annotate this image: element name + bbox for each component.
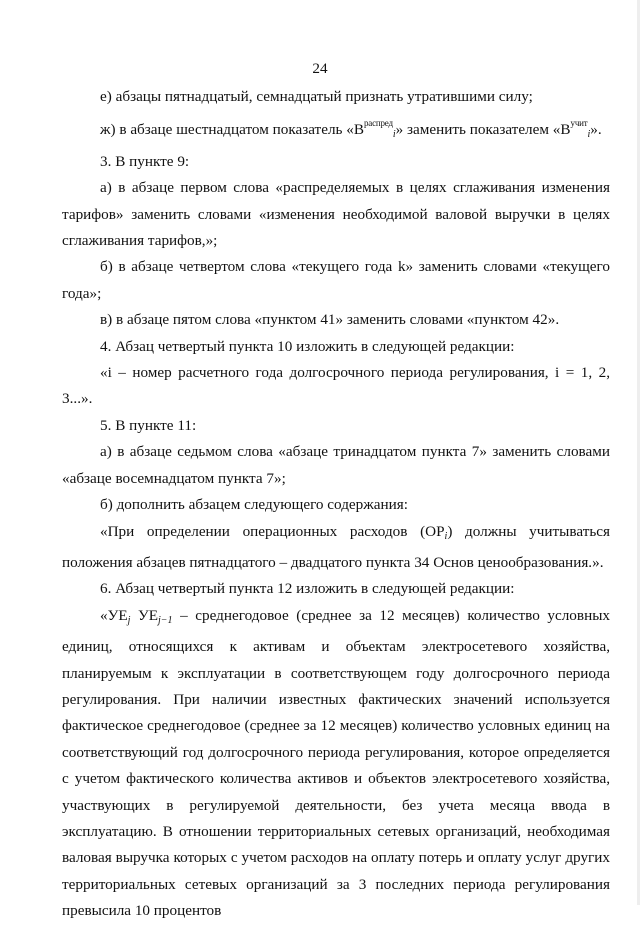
- superscript-raspred: распред: [363, 118, 393, 129]
- paragraph-4: 4. Абзац четвертый пункта 10 изложить в следующей редакции:: [100, 337, 515, 355]
- paragraph-5b-quote: [62, 519, 610, 577]
- document-body: [62, 84, 610, 925]
- subscript-i: i: [392, 129, 396, 141]
- subscript-j-minus-1: j−1: [158, 614, 173, 626]
- paragraph-5b: б) дополнить абзацем следующего содержания:: [100, 496, 408, 514]
- paragraph-6-quote-mid: УЕ: [130, 606, 159, 624]
- subscript-i: i: [587, 129, 591, 141]
- paragraph-3a: а) в абзаце первом слова «распределяемых в целях сглаживания изменения тарифов» заменить словами «изменения необходимой валовой выручки в целях сглаживания тарифов,»;: [62, 179, 610, 250]
- paragraph-zh: [62, 110, 610, 148]
- paragraph-zh-mid: » заменить показателем «В: [395, 121, 571, 139]
- superscript-uchit: учит: [570, 118, 588, 129]
- paragraph-6-quote-pre: «УЕ: [100, 606, 128, 624]
- paragraph-zh-pre: ж) в абзаце шестнадцатом показатель «В: [100, 121, 364, 139]
- paragraph-5b-quote-post: ) должны учитываться положения абзацев пятнадцатого – двадцатого пункта 34 Основ ценообразования.».: [62, 522, 610, 571]
- paragraph-6-quote: [62, 603, 610, 925]
- subscript-j: j: [127, 614, 131, 626]
- paragraph-6-quote-post: – среднегодовое (среднее за 12 месяцев) количество условных единиц, относящихся к активам и объектам электросетевого хозяйства, планируемым к эксплуатации в соответствующем году долгосрочного периода регулирования. При наличии известных фактических значений используется фактическое среднегодовое (среднее за 12 месяцев) количество условных единиц на соответствующий год долгосрочного периода регулирования, которое определяется с учетом фактического количества активов и объектов электросетевого хозяйства, участвующих в регулируемой деятельности, без учета месяца ввода в эксплуатацию. В отношении территориальных сетевых организаций, необходимая валовая выручка которых с учетом расходов на оплату потерь и оплату услуг других территориальных сетевых организаций за 3 последних периода регулирования превысила 10 процентов: [62, 606, 610, 920]
- paragraph-5a: а) в абзаце седьмом слова «абзаце тринадцатом пункта 7» заменить словами «абзаце восемнадцатом пункта 7»;: [62, 443, 610, 487]
- subscript-i: i: [444, 530, 448, 542]
- paragraph-3b: б) в абзаце четвертом слова «текущего года k» заменить словами «текущего года»;: [62, 258, 610, 302]
- paragraph-6: 6. Абзац четвертый пункта 12 изложить в следующей редакции:: [100, 580, 515, 598]
- page-number: 24: [312, 60, 328, 77]
- paragraph-5: 5. В пункте 11:: [100, 416, 197, 434]
- paragraph-e: е) абзацы пятнадцатый, семнадцатый признать утратившими силу;: [100, 88, 533, 105]
- paragraph-zh-post: ».: [590, 121, 602, 139]
- paragraph-4-quote: «i – номер расчетного года долгосрочного периода регулирования, i = 1, 2, 3...».: [62, 364, 610, 408]
- paragraph-3: 3. В пункте 9:: [100, 152, 190, 170]
- paragraph-3v: в) в абзаце пятом слова «пунктом 41» заменить словами «пунктом 42».: [100, 311, 560, 329]
- paragraph-5b-quote-pre: «При определении операционных расходов (ОР: [100, 522, 445, 540]
